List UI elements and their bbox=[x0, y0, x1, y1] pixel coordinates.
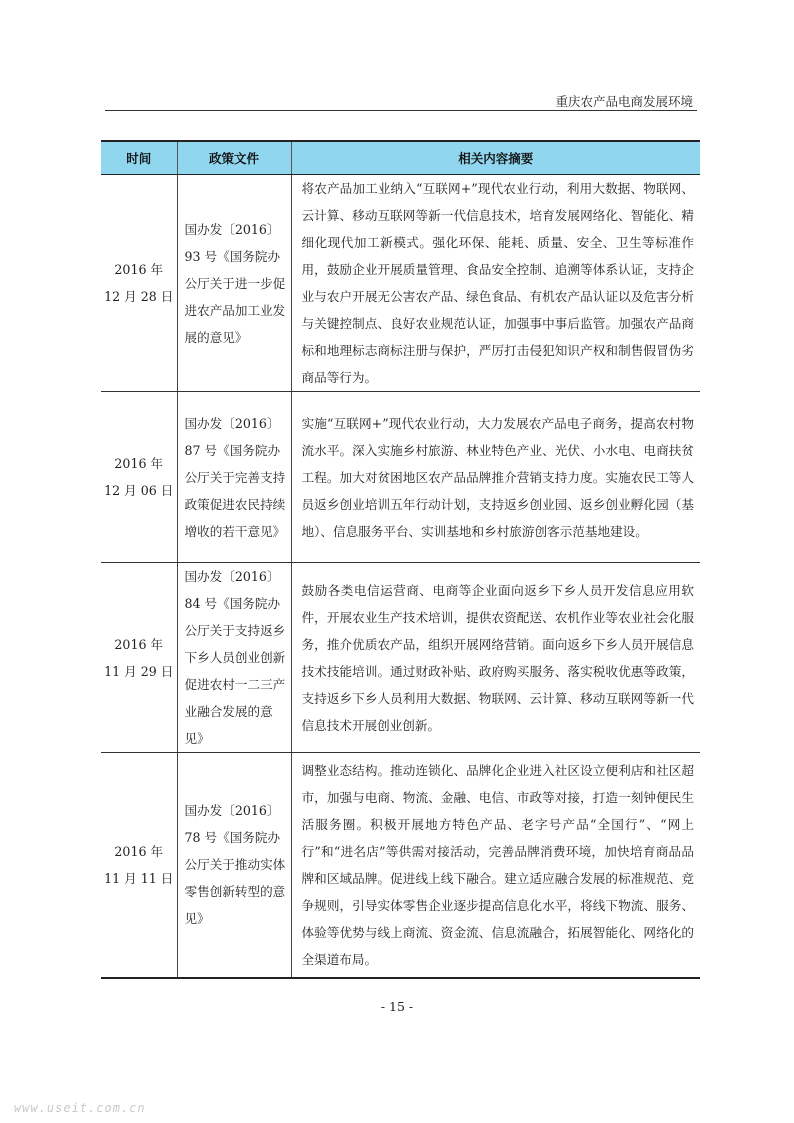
document-cell: 国办发〔2016〕87 号《国务院办公厅关于完善支持政策促进农民持续增收的若干意见》 bbox=[177, 392, 291, 563]
document-cell: 国办发〔2016〕78 号《国务院办公厅关于推动实体零售创新转型的意见》 bbox=[177, 753, 291, 978]
table-row bbox=[101, 175, 700, 392]
document-cell: 国办发〔2016〕93 号《国务院办公厅关于进一步促进农产品加工业发展的意见》 bbox=[177, 175, 291, 392]
summary-cell: 实施“互联网+”现代农业行动，大力发展农产品电子商务，提高农村物流水平。深入实施乡村旅游、林业特色产业、光伏、小水电、电商扶贫工程。加大对贫困地区农产品品牌推介营销支持力度。实施农民工等人员返乡创业培训五年行动计划，支持返乡创业园、返乡创业孵化园（基地）、信息服务平台、实训基地和乡村旅游创客示范基地建设。 bbox=[291, 392, 700, 563]
table-header-row bbox=[101, 141, 700, 175]
table-row bbox=[101, 563, 700, 753]
watermark: www.useit.com.cn bbox=[14, 1101, 146, 1115]
date-day: 11 月 29 日 bbox=[104, 663, 174, 679]
date-day: 11 月 11 日 bbox=[104, 870, 174, 886]
summary-cell: 将农产品加工业纳入“互联网+”现代农业行动，利用大数据、物联网、云计算、移动互联网等新一代信息技术，培育发展网络化、智能化、精细化现代加工新模式。强化环保、能耗、质量、安全、卫生等标准作用，鼓励企业开展质量管理、食品安全控制、追溯等体系认证，支持企业与农户开展无公害农产品、绿色食品、有机农产品认证以及危害分析与关键控制点、良好农业规范认证，加强事中事后监管。加强农产品商标和地理标志商标注册与保护，严厉打击侵犯知识产权和制售假冒伪劣商品等行为。 bbox=[291, 175, 700, 392]
page-number: - 15 - bbox=[380, 999, 414, 1014]
policy-table bbox=[101, 140, 700, 979]
date-year: 2016 年 bbox=[114, 843, 164, 859]
table-row bbox=[101, 753, 700, 978]
running-header bbox=[105, 92, 697, 111]
date-day: 12 月 06 日 bbox=[104, 483, 174, 498]
date-cell bbox=[101, 392, 177, 563]
date-year: 2016 年 bbox=[114, 456, 164, 471]
column-header-document: 政策文件 bbox=[177, 141, 291, 175]
date-cell bbox=[101, 175, 177, 392]
summary-cell: 调整业态结构。推动连锁化、品牌化企业进入社区设立便利店和社区超市，加强与电商、物流、金融、电信、市政等对接，打造一刻钟便民生活服务圈。积极开展地方特色产品、老字号产品“全国行”、“网上行”和“进名店”等供需对接活动，完善品牌消费环境，加快培育商品品牌和区域品牌。促进线上线下融合。建立适应融合发展的标准规范、竞争规则，引导实体零售企业逐步提高信息化水平，将线下物流、服务、体验等优势与线上商流、资金流、信息流融合，拓展智能化、网络化的全渠道布局。 bbox=[291, 753, 700, 978]
date-year: 2016 年 bbox=[114, 636, 164, 652]
column-header-time: 时间 bbox=[101, 141, 177, 175]
document-cell: 国办发〔2016〕84 号《国务院办公厅关于支持返乡下乡人员创业创新促进农村一二三产业融合发展的意见》 bbox=[177, 563, 291, 753]
date-day: 12 月 28 日 bbox=[104, 289, 174, 304]
summary-cell: 鼓励各类电信运营商、电商等企业面向返乡下乡人员开发信息应用软件，开展农业生产技术培训，提供农资配送、农机作业等农业社会化服务，推介优质农产品，组织开展网络营销。面向返乡下乡人员开展信息技术技能培训。通过财政补贴、政府购买服务、落实税收优惠等政策，支持返乡下乡人员利用大数据、物联网、云计算、移动互联网等新一代信息技术开展创业创新。 bbox=[291, 563, 700, 753]
header-title: 重庆农产品电商发展环境 bbox=[555, 94, 693, 109]
table-row bbox=[101, 392, 700, 563]
date-cell bbox=[101, 563, 177, 753]
date-year: 2016 年 bbox=[114, 262, 164, 277]
column-header-summary: 相关内容摘要 bbox=[291, 141, 700, 175]
date-cell bbox=[101, 753, 177, 978]
